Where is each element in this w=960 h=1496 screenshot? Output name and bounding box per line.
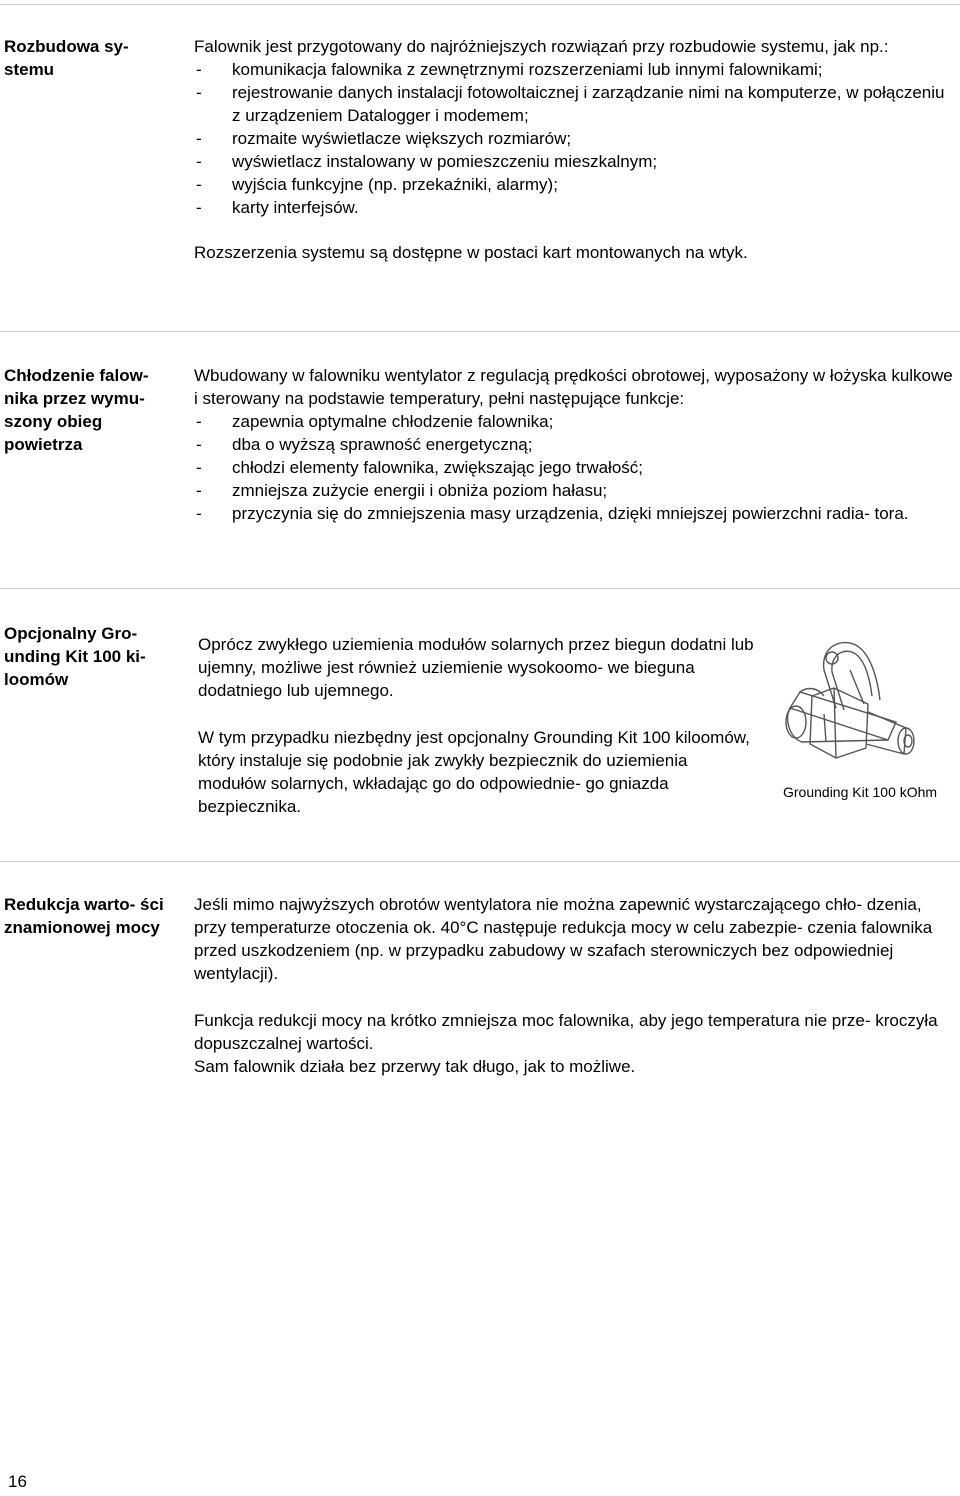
section-divider: [0, 861, 960, 862]
grounding-kit-icon: [776, 630, 956, 780]
section-body-rozbudowa: [194, 35, 956, 264]
section-heading-grounding-kit: Opcjonalny Gro- unding Kit 100 ki- loomów: [4, 624, 146, 689]
section-body-chlodzenie: [194, 364, 956, 525]
section-body-grounding-kit: [198, 633, 758, 818]
list-item: - zapewnia optymalne chłodzenie falownika;: [194, 410, 956, 433]
section-heading-redukcja: Redukcja warto- ści znamionowej mocy: [4, 895, 164, 937]
paragraph: Oprócz zwykłego uziemienia modułów solarnych przez biegun dodatni lub ujemny, możliwe jest również uziemienie wysokoomo- we bieguna dodatniego lub ujemnego.: [198, 635, 754, 700]
list-item: - komunikacja falownika z zewnętrznymi rozszerzeniami lub innymi falownikami;: [194, 58, 956, 81]
section-heading-rozbudowa: Rozbudowa sy- stemu: [4, 37, 129, 79]
list-item: - przyczynia się do zmniejszenia masy urządzenia, dzięki mniejszej powierzchni radia- tora.: [194, 502, 956, 525]
list-item: - wyjścia funkcyjne (np. przekaźniki, alarmy);: [194, 173, 956, 196]
list-item: - rozmaite wyświetlacze większych rozmiarów;: [194, 127, 956, 150]
page-number: 16: [8, 1472, 27, 1491]
paragraph: Funkcja redukcji mocy na krótko zmniejsza moc falownika, aby jego temperatura nie prze- kroczyła dopuszczalnej wartości.: [194, 1011, 938, 1053]
list-item: - wyświetlacz instalowany w pomieszczeniu mieszkalnym;: [194, 150, 956, 173]
section-divider: [0, 331, 960, 332]
section-heading-chlodzenie: Chłodzenie falow- nika przez wymu- szony obieg powietrza: [4, 366, 149, 454]
top-rule: [0, 4, 960, 5]
list-item: - rejestrowanie danych instalacji fotowoltaicznej i zarządzanie nimi na komputerze, w połączeniu z urządzeniem Datalogger i modemem;: [194, 81, 956, 127]
section-divider: [0, 588, 960, 589]
list-item: - dba o wyższą sprawność energetyczną;: [194, 433, 956, 456]
list-item: - zmniejsza zużycie energii i obniża poziom hałasu;: [194, 479, 956, 502]
figure-caption: Grounding Kit 100 kOhm: [783, 784, 938, 800]
list-item: - karty interfejsów.: [194, 196, 956, 219]
paragraph: W tym przypadku niezbędny jest opcjonalny Grounding Kit 100 kiloomów, który instaluje się podobnie jak zwykły bezpiecznik do uziemienia modułów solarnych, wkładając go do odpowiednie- go gniazda bezpiecznika.: [198, 728, 750, 816]
paragraph: Rozszerzenia systemu są dostępne w postaci kart montowanych na wtyk.: [194, 243, 748, 262]
paragraph: Sam falownik działa bez przerwy tak długo, jak to możliwe.: [194, 1057, 636, 1076]
list-item: - chłodzi elementy falownika, zwiększając jego trwałość;: [194, 456, 956, 479]
bullet-list: [194, 410, 956, 525]
paragraph: Wbudowany w falowniku wentylator z regulacją prędkości obrotowej, wyposażony w łożyska kulkowe i sterowany na podstawie temperatury, pełni następujące funkcje:: [194, 366, 953, 408]
section-body-redukcja: [194, 893, 956, 1078]
bullet-list: [194, 58, 956, 219]
grounding-kit-illustration: [776, 630, 956, 780]
paragraph: Falownik jest przygotowany do najróżniejszych rozwiązań przy rozbudowie systemu, jak np.:: [194, 37, 889, 56]
paragraph: Jeśli mimo najwyższych obrotów wentylatora nie można zapewnić wystarczającego chło- dzenia, przy temperaturze otoczenia ok. 40°C następuje redukcja mocy w celu zabezpie- czenia falownika przed uszkodzeniem (np. w przypadku zabudowy w szafach sterowniczych bez odpowiedniej wentylacji).: [194, 895, 933, 983]
